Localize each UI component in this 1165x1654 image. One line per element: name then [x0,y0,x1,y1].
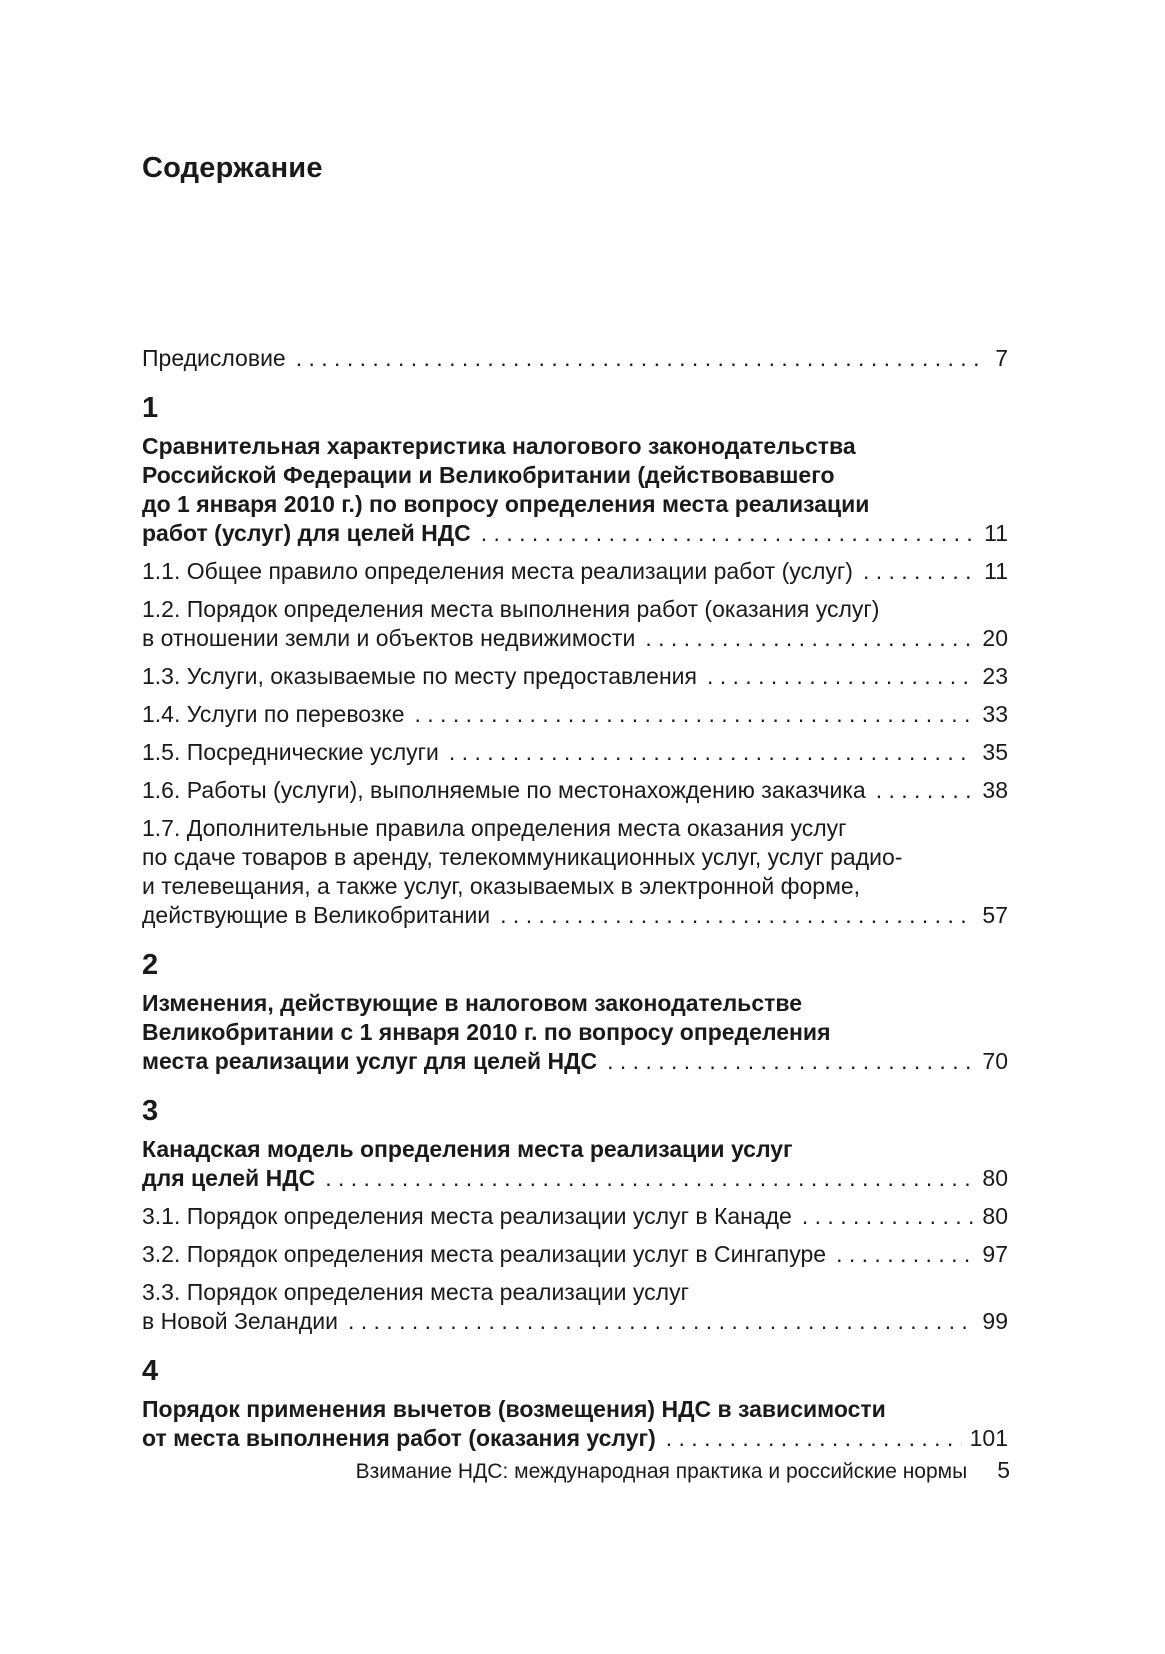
toc-entry-last-line [142,1047,1008,1076]
toc-page-number: 101 [969,1425,1008,1451]
dot-leader [315,1164,974,1193]
spacer [142,982,1008,989]
toc-chapter-heading[interactable] [142,1135,1008,1193]
toc-page-number: 20 [982,625,1008,651]
spacer [142,1193,1008,1202]
toc-page-number: 11 [984,558,1008,584]
toc-page-number: 57 [982,902,1008,928]
toc-page-number: 7 [995,345,1008,371]
page-title: Содержание [142,152,323,184]
toc-entry-text: работ (услуг) для целей НДС [142,520,471,546]
toc-entry-line: Великобритании с 1 января 2010 г. по вопросу определения [142,1019,831,1045]
toc-section-entry[interactable] [142,776,1008,805]
toc-entry-text: от места выполнения работ (оказания услуг) [142,1425,656,1451]
chapter-number: 1 [142,392,159,424]
toc-entry-last-line [142,624,1008,653]
toc-entry-text: в отношении земли и объектов недвижимости [142,625,636,651]
toc-entry-line: и телевещания, а также услуг, оказываемых в электронной форме, [142,873,861,899]
toc-entry-last-line [142,1202,1008,1231]
dot-leader [338,1307,974,1336]
toc-chapter-heading[interactable] [142,1395,1008,1453]
toc-entry-last-line [142,1164,1008,1193]
toc-page-number: 70 [982,1048,1008,1074]
dot-leader [597,1047,974,1076]
toc-entry-line: Изменения, действующие в налоговом законодательстве [142,990,803,1016]
dot-leader [471,519,976,548]
toc-entry-last-line [142,700,1008,729]
chapter-number: 2 [142,949,159,981]
spacer [142,1336,1008,1354]
spacer [142,653,1008,662]
toc-entry-last-line [142,519,1008,548]
toc-entry-line: 3.3. Порядок определения места реализации услуг [142,1279,689,1305]
toc-section-entry[interactable] [142,700,1008,729]
spacer [142,805,1008,814]
dot-leader [656,1424,962,1453]
spacer [142,930,1008,948]
spacer [142,729,1008,738]
toc-page-number: 97 [982,1241,1008,1267]
page-number: 5 [997,1457,1010,1483]
toc-entry-last-line [142,1240,1008,1269]
toc-entry-preface[interactable] [142,344,1008,373]
spacer [142,1128,1008,1135]
chapter-number: 4 [142,1355,159,1387]
toc-entry-line: по сдаче товаров в аренду, телекоммуникационных услуг, услуг радио- [142,844,903,870]
toc-entry-line: Порядок применения вычетов (возмещения) НДС в зависимости [142,1396,886,1422]
dot-leader [853,557,976,586]
spacer [142,373,1008,391]
spacer [142,1269,1008,1278]
toc-chapter-heading[interactable] [142,432,1008,548]
toc-entry-line: Канадская модель определения места реализации услуг [142,1136,793,1162]
toc-entry-text: 1.3. Услуги, оказываемые по месту предоставления [142,663,697,689]
toc-section-entry[interactable] [142,1202,1008,1231]
toc-page-number: 35 [982,739,1008,765]
toc-entry-last-line [142,901,1008,930]
toc-entry-line: 1.7. Дополнительные правила определения места оказания услуг [142,815,847,841]
dot-leader [439,738,975,767]
dot-leader [826,1240,974,1269]
chapter-number: 3 [142,1095,159,1127]
toc-page-number: 33 [982,701,1008,727]
spacer [142,1231,1008,1240]
dot-leader [792,1202,975,1231]
toc-section-entry[interactable] [142,738,1008,767]
dot-leader [490,901,974,930]
toc-entry-last-line [142,662,1008,691]
toc-entry-last-line [142,557,1008,586]
toc-entry-last-line [142,1307,1008,1336]
toc-section-entry[interactable] [142,1278,1008,1336]
dot-leader [697,662,974,691]
toc-section-entry[interactable] [142,557,1008,586]
toc-entry-line: до 1 января 2010 г.) по вопросу определения места реализации [142,491,870,517]
toc-entry-text: 3.1. Порядок определения места реализации услуг в Канаде [142,1203,792,1229]
toc-page-number: 99 [982,1308,1008,1334]
toc-page-number: 11 [984,520,1008,546]
spacer [142,425,1008,432]
toc-entry-last-line [142,344,1008,373]
toc-entry-line: Сравнительная характеристика налогового законодательства [142,433,856,459]
toc-section-entry[interactable] [142,595,1008,653]
toc-section-entry[interactable] [142,814,1008,930]
toc-entry-text: 1.6. Работы (услуги), выполняемые по местонахождению заказчика [142,777,866,803]
toc-page-number: 80 [982,1165,1008,1191]
toc-entry-text: для целей НДС [142,1165,316,1191]
toc-entry-last-line [142,738,1008,767]
toc-page-number: 23 [982,663,1008,689]
dot-leader [866,776,975,805]
running-title: Взимание НДС: международная практика и российские нормы [355,1460,968,1483]
spacer [142,767,1008,776]
spacer [142,586,1008,595]
toc-entry-last-line [142,776,1008,805]
toc-entry-text: 3.2. Порядок определения места реализации услуг в Сингапуре [142,1241,827,1267]
toc-entry-text: действующие в Великобритании [142,902,491,928]
toc-entry-text: 1.4. Услуги по перевозке [142,701,405,727]
toc-entry-last-line [142,1424,1008,1453]
dot-leader [405,700,975,729]
table-of-contents [142,344,1008,1453]
toc-entry-text: 1.5. Посреднические услуги [142,739,439,765]
spacer [142,691,1008,700]
toc-section-entry[interactable] [142,662,1008,691]
toc-entry-line: Российской Федерации и Великобритании (действовавшего [142,462,835,488]
toc-page-number: 80 [982,1203,1008,1229]
toc-page-number: 38 [982,777,1008,803]
toc-entry-text: места реализации услуг для целей НДС [142,1048,598,1074]
toc-entry-text: в Новой Зеландии [142,1308,338,1334]
page-footer [0,1457,1010,1484]
toc-entry-text: 1.1. Общее правило определения места реализации работ (услуг) [142,558,853,584]
spacer [142,1388,1008,1395]
toc-entry-line: 1.2. Порядок определения места выполнения работ (оказания услуг) [142,596,880,622]
toc-chapter-heading[interactable] [142,989,1008,1076]
spacer [142,1076,1008,1094]
toc-entry-text: Предисловие [142,345,286,371]
toc-section-entry[interactable] [142,1240,1008,1269]
dot-leader [635,624,974,653]
spacer [142,548,1008,557]
dot-leader [286,344,987,373]
